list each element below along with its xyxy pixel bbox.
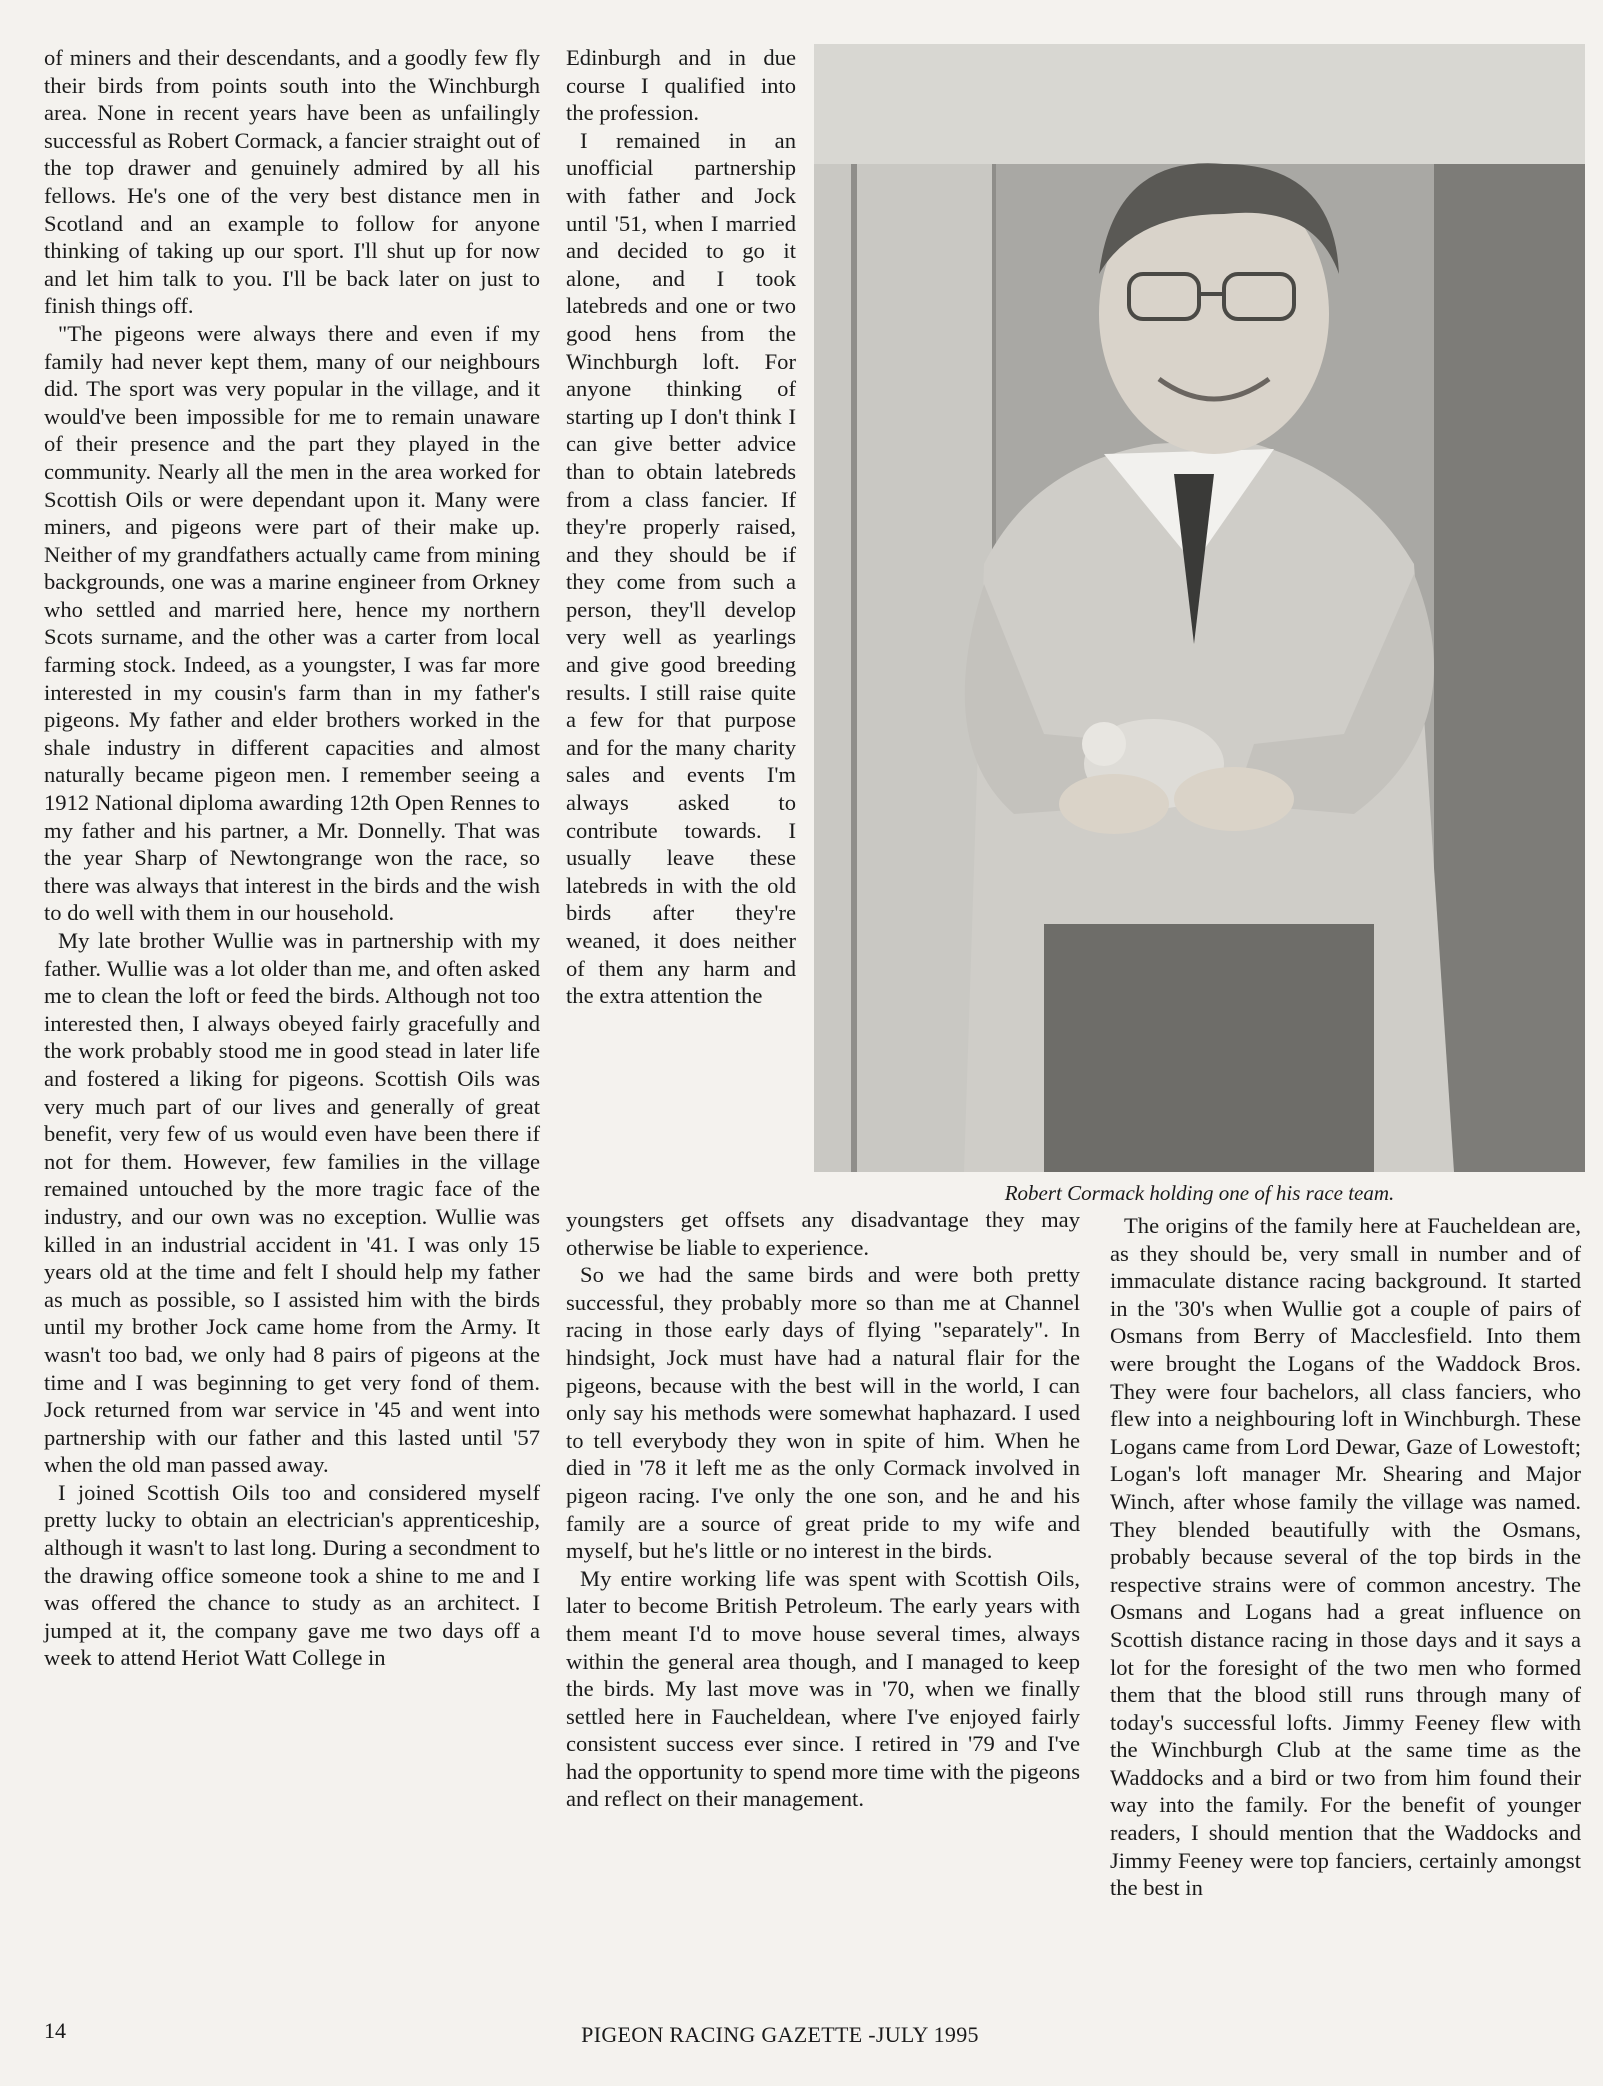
page-number: 14: [44, 2018, 66, 2043]
paragraph: Edinburgh and in due course I qualified into the profession.: [566, 45, 796, 126]
paragraph: I joined Scottish Oils too and considered myself pretty lucky to obtain an electrician's apprenticeship, although it wasn't to last long. During a secondment to the drawing office someone took a shine to me and I was offered the chance to study as an architect. I jumped at it, the company gave me two days off a week to attend Heriot Watt College in: [44, 1479, 540, 1671]
article-column-2-upper: [566, 44, 796, 1010]
paragraph: So we had the same birds and were both pretty successful, they probably more so than me at Channel racing in those early days of flying "separately". In hindsight, Jock must have had a natural flair for the pigeons, because with the best will in the world, I can only say his methods were somewhat haphazard. I used to tell everybody they won in spite of him. When he died in '78 it left me as the only Cormack involved in pigeon racing. I've only the one son, and he and his family are a source of great pride to my wife and myself, but he's little or no interest in the birds.: [566, 1262, 1080, 1564]
article-column-2-lower: [566, 1206, 1080, 1813]
magazine-masthead: PIGEON RACING GAZETTE -JULY 1995: [581, 2022, 979, 2047]
paragraph: My late brother Wullie was in partnership with my father. Wullie was a lot older than me, and often asked me to clean the loft or feed the birds. Although not too interested then, I always obeyed fairly gracefully and the work probably stood me in good stead in later life and fostered a liking for pigeons. Scottish Oils was very much part of our lives and generally of great benefit, very few of us would even have been there if not for them. However, few families in the village remained untouched by the more tragic face of the industry, and our own was no exception. Wullie was killed in an industrial accident in '41. I was only 15 years old at the time and felt I should help my father as much as possible, so I assisted him with the birds until my brother Jock came home from the Army. It wasn't too bad, we only had 8 pairs of pigeons at the time and I was beginning to get very fond of them. Jock returned from war service in '45 and went into partnership with our father and this lasted until '57 when the old man passed away.: [44, 928, 540, 1478]
paragraph: My entire working life was spent with Scottish Oils, later to become British Petroleum. The early years with them meant I'd to move house several times, always within the general area though, and I managed to keep the birds. My last move was in '70, when we finally settled here in Faucheldean, where I've enjoyed fairly consistent success ever since. I retired in '79 and I've had the opportunity to spend more time with the pigeons and reflect on their management.: [566, 1565, 1080, 1812]
article-photo: [814, 44, 1585, 1172]
paragraph: of miners and their descendants, and a goodly few fly their birds from points south into the Winchburgh area. None in recent years have been as unfailingly successful as Robert Cormack, a fancier straight out of the top drawer and genuinely admired by all his fellows. He's one of the very best distance men in Scotland and an example to follow for anyone thinking of taking up our sport. I'll shut up for now and let him talk to you. I'll be back later on just to finish things off.: [44, 45, 540, 319]
article-column-1: [44, 44, 540, 1672]
paragraph: The origins of the family here at Faucheldean are, as they should be, very small in number and of immaculate distance racing background. It started in the '30's when Wullie got a couple of pairs of Osmans from Berry of Macclesfield. Into them were brought the Logans of the Waddock Bros. They were four bachelors, all class fanciers, who flew into a neighbouring loft in Winchburgh. These Logans came from Lord Dewar, Gaze of Lowestoft; Logan's loft manager Mr. Shearing and Major Winch, after whose family the village was named. They blended beautifully with the Osmans, probably because several of the top birds in the respective strains were of common ancestry. The Osmans and Logans had a great influence on Scottish distance racing in those days and it says a lot for the foresight of the two men who formed them that the blood still runs through many of today's successful lofts. Jimmy Feeney flew with the Winchburgh Club at the same time as the Waddocks and a bird or two from him found their way into the family. For the benefit of younger readers, I should mention that the Waddocks and Jimmy Feeney were top fanciers, certainly amongst the best in: [1110, 1213, 1581, 1901]
photo-illustration: [814, 44, 1585, 1172]
paragraph: I remained in an unofficial partnership with father and Jock until '51, when I married and decided to go it alone, and I took latebreds and one or two good hens from the Winchburgh loft. For anyone thinking of starting up I don't think I can give better advice than to obtain latebreds from a class fancier. If they're properly raised, and they should be if they come from such a person, they'll develop very well as yearlings and give good breeding results. I still raise quite a few for that purpose and for the many charity sales and events I'm always asked to contribute towards. I usually leave these latebreds in with the old birds after they're weaned, it does neither of them any harm and the extra attention the: [566, 127, 796, 1009]
photo-caption: Robert Cormack holding one of his race team.: [1004, 1181, 1395, 1205]
paragraph: "The pigeons were always there and even if my family had never kept them, many of our neighbours did. The sport was very popular in the village, and it would've been impossible for me to remain unaware of their presence and the part they played in the community. Nearly all the men in the area worked for Scottish Oils or were dependant upon it. Many were miners, and pigeons were part of their make up. Neither of my grandfathers actually came from mining backgrounds, one was a marine engineer from Orkney who settled and married here, hence my northern Scots surname, and the other was a carter from local farming stock. Indeed, as a youngster, I was far more interested in my cousin's farm than in my father's pigeons. My father and elder brothers worked in the shale industry in different capacities and almost naturally became pigeon men. I remember seeing a 1912 National diploma awarding 12th Open Rennes to my father and his partner, a Mr. Donnelly. That was the year Sharp of Newtongrange won the race, so there was always that interest in the birds and the wish to do well with them in our household.: [44, 320, 540, 926]
article-column-3: [1110, 1212, 1581, 1902]
paragraph: youngsters get offsets any disadvantage they may otherwise be liable to experience.: [566, 1207, 1080, 1260]
